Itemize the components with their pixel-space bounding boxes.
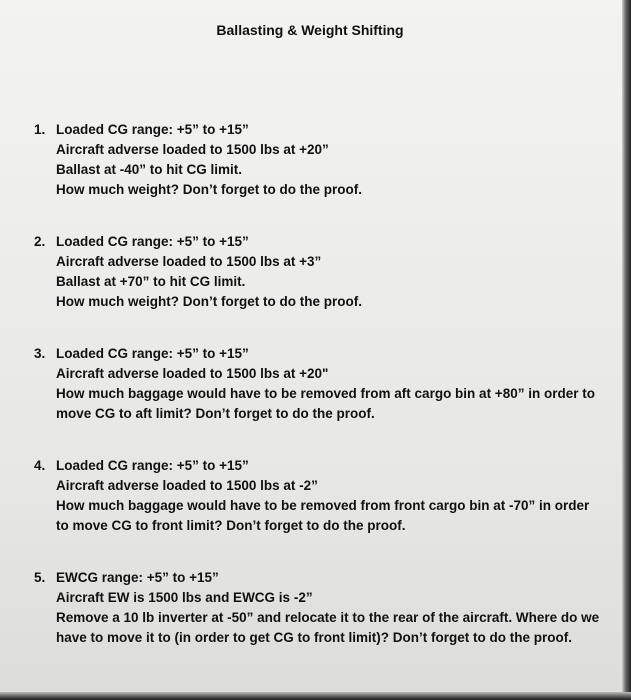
problem-line: Ballast at -40” to hit CG limit.: [56, 162, 243, 177]
problem-2: [34, 232, 604, 312]
problem-line: How much baggage would have to be removed from front cargo bin at -70” in order to move CG to front limit? Don’t forget to do the proof.: [56, 498, 590, 533]
monitor-bezel-right: [622, 0, 631, 700]
problem-number: 5.: [34, 570, 46, 585]
problem-number: 3.: [34, 346, 46, 361]
problem-1: [34, 120, 604, 200]
problem-line: Loaded CG range: +5” to +15”: [56, 346, 249, 361]
problem-number: 4.: [34, 458, 46, 473]
problem-line: How much weight? Don’t forget to do the proof.: [56, 294, 362, 309]
problem-5: [34, 568, 604, 648]
problem-line: Aircraft adverse loaded to 1500 lbs at -2”: [56, 478, 318, 493]
problem-text: [56, 232, 604, 312]
problem-3: [34, 344, 604, 424]
problem-line: EWCG range: +5” to +15”: [56, 570, 219, 585]
problem-line: Loaded CG range: +5” to +15”: [56, 458, 249, 473]
problem-line: Loaded CG range: +5” to +15”: [56, 122, 249, 137]
problem-number: 1.: [34, 122, 46, 137]
problem-line: Loaded CG range: +5” to +15”: [56, 234, 249, 249]
problem-number: 2.: [34, 234, 46, 249]
problem-4: [34, 456, 604, 536]
problem-text: [56, 456, 604, 536]
problem-line: Aircraft EW is 1500 lbs and EWCG is -2”: [56, 590, 313, 605]
problem-line: How much weight? Don’t forget to do the proof.: [56, 182, 362, 197]
problem-line: Aircraft adverse loaded to 1500 lbs at +20": [56, 366, 329, 381]
problem-line: Aircraft adverse loaded to 1500 lbs at +20”: [56, 142, 329, 157]
monitor-bezel-bottom: [0, 692, 631, 700]
problem-text: [56, 344, 604, 424]
document-title: Ballasting & Weight Shifting: [216, 22, 404, 38]
problem-line: How much baggage would have to be removed from aft cargo bin at +80” in order to move CG to aft limit? Don’t forget to do the proof.: [56, 386, 595, 421]
problem-line: Aircraft adverse loaded to 1500 lbs at +3”: [56, 254, 322, 269]
problem-text: [56, 120, 604, 200]
problem-line: Remove a 10 lb inverter at -50” and relocate it to the rear of the aircraft. Where do we have to move it to (in order to get CG to front limit)? Don’t forget to do the proof.: [56, 610, 600, 645]
problem-line: Ballast at +70” to hit CG limit.: [56, 274, 246, 289]
problem-text: [56, 568, 604, 648]
